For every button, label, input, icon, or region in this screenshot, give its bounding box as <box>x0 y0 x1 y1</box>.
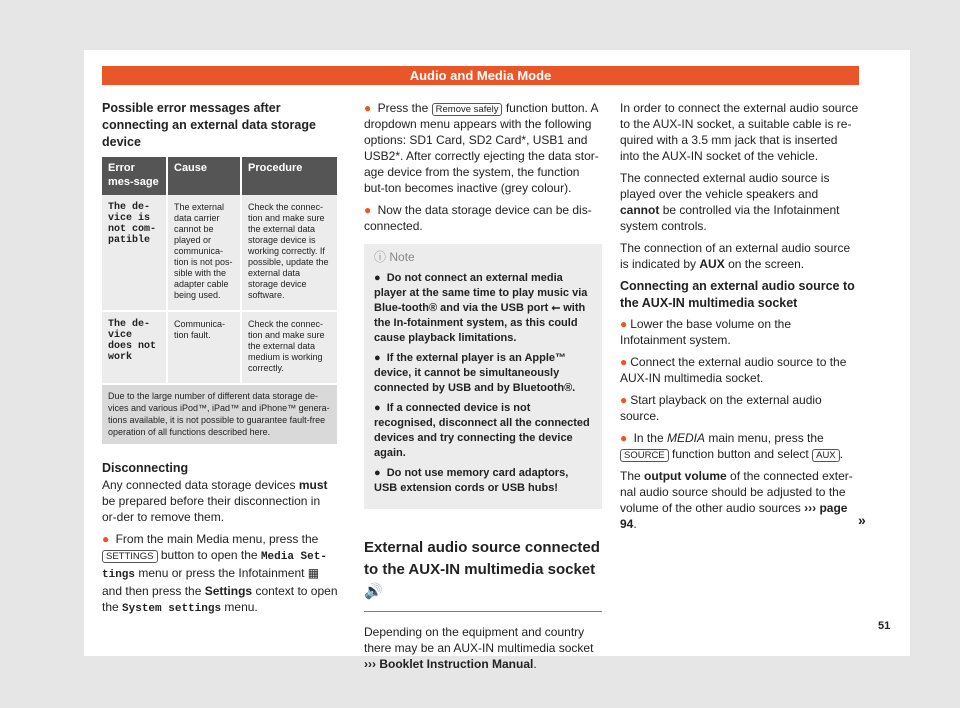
cell-cause: The external data carrier cannot be played or communica-tion is not pos-sible with the adapter cable being used. <box>167 195 241 311</box>
text: Now the data storage device can be dis-connected. <box>364 203 592 233</box>
table-footnote: Due to the large number of different data storage de-vices and various iPod™, iPad™ and iPhone™ genera-tions available, it is not possible to guarantee fault-free operation of all functions described here. <box>102 384 338 445</box>
manual-reference-link[interactable]: ››› Booklet Instruction Manual <box>364 657 534 671</box>
aux-button[interactable]: AUX <box>812 449 840 462</box>
remove-safely-button[interactable]: Remove safely <box>432 103 503 116</box>
text: of the connected exter-nal audio source should be adjusted to the volume of the other audio sources <box>620 469 853 515</box>
bold-text: cannot <box>620 203 660 217</box>
text: . <box>633 517 637 531</box>
table-footnote-row <box>102 384 338 445</box>
aux-section-title <box>364 527 602 612</box>
text: From the main Media menu, press the <box>115 532 319 546</box>
bullet-icon: ● <box>374 272 381 284</box>
text: . <box>533 657 537 671</box>
text: Press the <box>377 101 429 115</box>
bullet-icon: ● <box>620 431 628 445</box>
note-item <box>374 401 592 461</box>
cell-cause: Communica-tion fault. <box>167 311 241 384</box>
step-settings <box>102 531 338 617</box>
bullet-icon: ● <box>620 317 628 331</box>
error-messages-heading: Possible error messages after connecting an external data storage device <box>102 101 316 149</box>
table-row <box>102 195 338 311</box>
grid-icon: ▦ <box>307 566 320 580</box>
header-procedure: Procedure <box>241 157 338 195</box>
menu-name: System settings <box>122 603 222 615</box>
text: Any connected data storage devices <box>102 478 296 492</box>
cell-error: The de-vice does not work <box>102 311 167 384</box>
bullet-icon: ● <box>620 393 628 407</box>
bullet-icon: ● <box>374 352 381 364</box>
note-item-text: Do not connect an external media player at the same time to play music via Blue-tooth® and via the USB port ⭠ with the In-fotainment system, as this could cause playback limitations. <box>374 272 588 344</box>
table-row <box>102 311 338 384</box>
text: The connection of an external audio source is indicated by <box>620 241 851 271</box>
cell-procedure: Check the connec-tion and make sure the external data storage device is working correctly. If possible, update the external data storage device software. <box>241 195 338 311</box>
step-remove <box>364 100 602 196</box>
note-item <box>374 351 592 396</box>
text: be prepared before their disconnection in or-der to remove them. <box>102 494 321 524</box>
paragraph <box>620 468 860 532</box>
text: function button and select <box>672 447 809 461</box>
section-title-text: External audio source connected to the AUX-IN multimedia socket <box>364 539 600 578</box>
text: context to open the <box>102 584 338 614</box>
cell-procedure: Check the connec-tion and make sure the external data medium is working correctly. <box>241 311 338 384</box>
media-label: MEDIA <box>666 431 705 445</box>
note-item <box>374 466 592 496</box>
list-item <box>620 392 860 424</box>
text: menu or press the Infotainment <box>138 566 305 580</box>
text: on the screen. <box>728 257 805 271</box>
info-icon: ⓘ <box>374 250 387 264</box>
bullet-icon: ● <box>620 355 628 369</box>
bullet-icon: ● <box>374 402 381 414</box>
aux-icon: 🔊 <box>364 583 383 600</box>
list-item <box>620 316 860 348</box>
source-button[interactable]: SOURCE <box>620 449 669 462</box>
bold-text: must <box>298 478 328 492</box>
bold-text: output volume <box>644 469 727 483</box>
text: Connect the external audio source to the AUX-IN multimedia socket. <box>620 355 847 385</box>
note-box <box>364 244 602 509</box>
paragraph <box>620 170 860 234</box>
aux-section-text <box>364 624 602 672</box>
text: Depending on the equipment and country there may be an AUX-IN multimedia socket <box>364 625 594 655</box>
note-item-text: If a connected device is not recognised, disconnect all the connected devices and try connecting the device again. <box>374 402 590 459</box>
paragraph: In order to connect the external audio source to the AUX-IN socket, a suitable cable is re-quired with a 3.5 mm jack that is inserted into the AUX-IN socket of the vehicle. <box>620 101 859 163</box>
text: . <box>839 447 843 461</box>
text: button to open the <box>160 548 258 562</box>
text: main menu, press the <box>708 431 824 445</box>
disconnecting-text <box>102 477 338 525</box>
table-header-row <box>102 157 338 195</box>
text: function button. A dropdown menu appears with the following options: SD1 Card, SD2 Card*, USB1 and USB2*. After correctly ejecting the data stor-age device from the system, the function but-ton becomes inactive (grey colour). <box>364 101 599 195</box>
bullet-icon: ● <box>102 532 110 546</box>
error-table <box>102 157 339 446</box>
text: menu. <box>224 600 258 614</box>
text: Start playback on the external audio source. <box>620 393 822 423</box>
note-item-text: If the external player is an Apple™ device, it cannot be simultaneously connected by USB and by Bluetooth®. <box>374 352 576 394</box>
menu-name: Media Set-tings <box>102 551 327 581</box>
text: The <box>620 469 641 483</box>
column-right <box>620 100 860 538</box>
continue-icon: » <box>858 512 866 528</box>
note-item-text: Do not use memory card adaptors, USB extension cords or USB hubs! <box>374 467 569 494</box>
bullet-icon: ● <box>374 467 381 479</box>
settings-button[interactable]: SETTINGS <box>102 550 158 563</box>
note-title <box>374 250 592 265</box>
aux-label: AUX <box>699 257 725 271</box>
aux-subheading: Connecting an external audio source to the AUX-IN multimedia socket <box>620 279 855 310</box>
header-cause: Cause <box>167 157 241 195</box>
text: The connected external audio source is played over the vehicle speakers and <box>620 171 830 201</box>
cell-error: The de-vice is not com-patible <box>102 195 167 311</box>
list-item <box>620 430 860 462</box>
column-left <box>102 100 338 623</box>
text: be controlled via the Infotainment system controls. <box>620 203 840 233</box>
bullet-icon: ● <box>364 203 372 217</box>
paragraph <box>620 240 860 272</box>
page-number: 51 <box>878 620 891 632</box>
disconnecting-heading: Disconnecting <box>102 461 189 475</box>
column-middle <box>364 100 602 678</box>
header-error-message: Error mes-sage <box>102 157 167 195</box>
section-header: Audio and Media Mode <box>102 66 859 85</box>
note-item <box>374 271 592 346</box>
settings-label: Settings <box>204 584 253 598</box>
text: Lower the base volume on the Infotainment system. <box>620 317 792 347</box>
text: In the <box>633 431 664 445</box>
page-reference-link[interactable]: ››› page 94 <box>620 501 848 531</box>
text: and then press the <box>102 584 202 598</box>
bullet-icon: ● <box>364 101 372 115</box>
note-title-text: Note <box>389 250 415 264</box>
step-disconnect <box>364 202 602 234</box>
list-item <box>620 354 860 386</box>
